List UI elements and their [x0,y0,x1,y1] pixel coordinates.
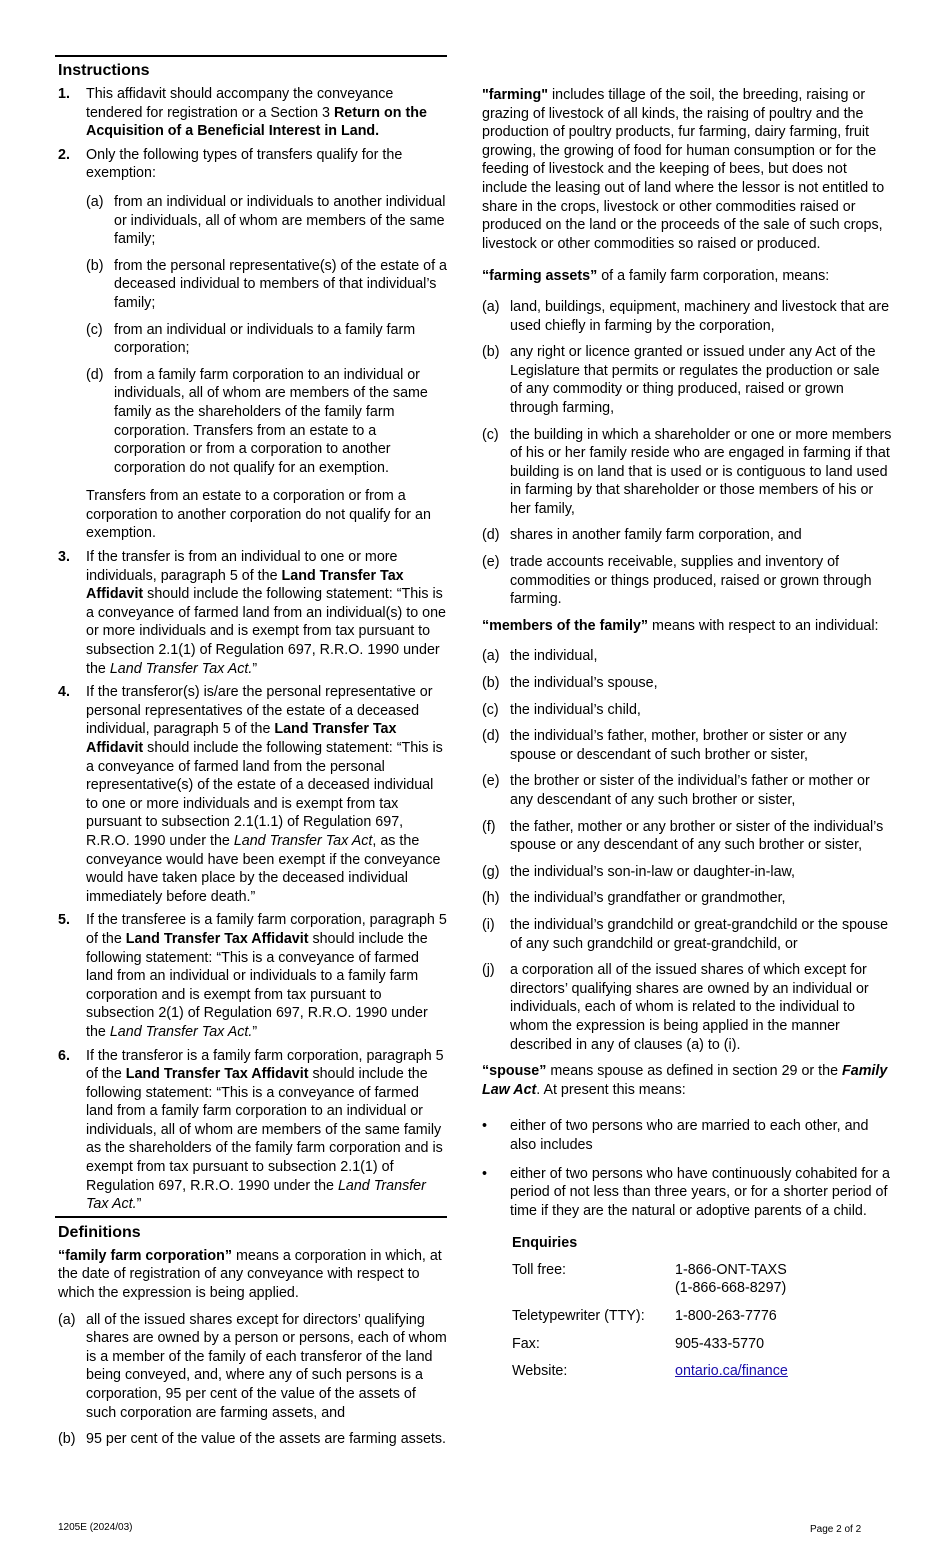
item-label: (b) [482,344,500,361]
list-item [482,863,894,882]
item-text: the individual’s child, [510,701,641,718]
instruction-item-2: 2. Only the following types of transfers qualify for the exemption: (a) from an individual or individuals to another individual or individuals, all of whom are members of the same family; (b) from the personal representative(s) of the estate of a deceased individual to members of that individual’s family; (c) from an individual or individuals to a family farm corporation; (d) from a family farm corporation to an individual or individuals, all of whom are members of the same family as the shareholders of the family farm corporation. Transfers from an estate to a corporation or from a corporation to another corporation do not qualify for an exemption. [58,146,447,476]
list-item [58,1311,447,1423]
item-label: • [482,1165,488,1182]
fax-row: Fax: 905-433-5770 [512,1335,765,1352]
instruction-note: Transfers from an estate to a corporation or from a corporation to another corporation do not qualify for an exemption. [86,488,431,542]
enquiries-section [512,1234,894,1381]
enquiries-heading: Enquiries [512,1235,578,1252]
item-text: the individual, [510,648,598,665]
item-text: the individual’s spouse, [510,675,658,692]
list-item [482,343,894,417]
item-label: • [482,1118,488,1135]
item-label: (f) [482,818,496,835]
list-item [482,1165,894,1221]
list-item [482,674,894,693]
item-label: (e) [482,554,500,571]
list-item [482,916,894,953]
list-item [482,647,894,666]
item-text: all of the issued shares except for directors’ qualifying shares are owned by a person or persons, each of whom is a member of the family of each transferor of the land being conveyed, and, where any of such persons is a corporation, 95 per cent of the value of the assets of such corporation are farming assets, and [86,1311,447,1421]
item-text: either of two persons who are married to each other, and also includes [510,1118,869,1153]
item-text: 95 per cent of the value of the assets are farming assets. [86,1431,447,1448]
list-item [482,772,894,809]
list-item [86,366,447,478]
item-label: (a) [482,648,500,665]
item-label: (b) [86,257,104,274]
item-label: (g) [482,863,500,880]
item-label: (d) [86,366,104,383]
list-item [482,701,894,720]
list-item [482,526,894,545]
list-item [86,321,447,358]
item-text: the building in which a shareholder or one or more members of his or her family reside who are engaged in farming if that building is on land that is used or is contiguous to land used in farming by that shareholder or those members of his or her family, [510,426,892,517]
instruction-item-5: 5. If the transferee is a family farm corporation, paragraph 5 of the Land Transfer Tax Affidavit should include the following statement: “This is a conveyance of farmed land from an individual or individuals to a family farm corporation and is exempt from tax pursuant to subsection 2(1) of Regulation 697, R.R.O. 1990 under the Land Transfer Tax Act.” [58,912,447,1040]
item-text: from the personal representative(s) of the estate of a deceased individual to members of that individual’s family; [114,257,447,311]
list-item [482,1117,894,1154]
list-item [86,193,447,249]
item-text: shares in another family farm corporation, and [510,527,802,544]
item-text: land, buildings, equipment, machinery and livestock that are used chiefly in farming by the corporation, [510,298,890,334]
instruction-item-1: 1. This affidavit should accompany the conveyance tendered for registration or a Section 3 Return on the Acquisition of a Beneficial Interest in Land. [58,86,427,140]
website-link[interactable]: ontario.ca/finance [675,1363,788,1380]
instruction-item-6: 6. If the transferor is a family farm corporation, paragraph 5 of the Land Transfer Tax Affidavit should include the following statement: “This is a conveyance of farmed land from a family farm corporation to an individual or individuals, all of whom are members of the same family as the shareholders of the family farm corporation and is exempt from tax pursuant to subsection 2.1(1) of Regulation 697, R.R.O. 1990 under the Land Transfer Tax Act.” [58,1047,444,1213]
item-text: the individual’s father, mother, brother or sister or any spouse or descendant of such brother or sister, [510,728,847,763]
item-text: the individual’s grandfather or grandmother, [510,890,786,907]
item-label: (c) [482,426,499,443]
right-column [482,86,894,1390]
item-label: (h) [482,890,500,907]
item-text: from an individual or individuals to another individual or individuals, all of whom are members of the same family; [114,193,446,248]
item-label: (d) [482,527,500,544]
item-label: (j) [482,962,495,979]
item-label: (b) [58,1431,76,1448]
item-text: trade accounts receivable, supplies and inventory of commodities or things produced, raised or grown through farming. [510,554,872,608]
item-label: (a) [482,298,500,315]
instructions-heading: Instructions [58,62,150,79]
website-row: Website: ontario.ca/finance [512,1362,894,1381]
toll-free-row: Toll free: 1-866-ONT-TAXS (1-866-668-8297) [512,1261,787,1297]
page-number: Page 2 of 2 [810,1524,862,1535]
item-text: the father, mother or any brother or sister of the individual’s spouse or any descendant of any such brother or sister, [510,818,884,854]
item-text: from an individual or individuals to a family farm corporation; [114,321,416,357]
list-item [482,889,894,908]
family-farm-corporation-definition: “family farm corporation” means a corporation in which, at the date of registration of any conveyance with respect to which the expression is being applied. [58,1247,442,1302]
item-label: (i) [482,916,495,933]
definitions-rule [55,1216,447,1218]
list-item [58,1430,447,1449]
tty-row: Teletypewriter (TTY): 1-800-263-7776 [512,1308,777,1325]
item-label: (c) [482,701,499,718]
members-of-family-definition: “members of the family” means with respect to an individual: [482,617,879,634]
left-column [55,55,447,1457]
definitions-heading: Definitions [58,1223,141,1241]
farming-definition: "farming" includes tillage of the soil, the breeding, raising or grazing of livestock of all kinds, the raising of poultry and the production of poultry products, fur farming, dairy farming, fruit growing, the growing of food for human consumption or for the feeding of livestock and the keeping of bees, but does not include the leasing out of land where the lessor is not entitled to share in the crops, livestock or other commodities raised or produced on the land or the proceeds of the sale of such crops, livestock or other commodities so raised or produced. [482,87,885,252]
item-label: (b) [482,675,500,692]
instructions-rule [55,55,447,57]
item-label: (d) [482,728,500,745]
item-text: the brother or sister of the individual’s father or mother or any descendant of any such brother or sister, [510,773,870,808]
item-label: (c) [86,321,103,338]
item-text: a corporation all of the issued shares of which except for directors’ qualifying shares are owned by an individual or individuals, each of whom is related to the individual to whom the expression is being applied in the manner described in any of clauses (a) to (i). [510,962,869,1053]
item-text: either of two persons who have continuously cohabited for a period of not less than three years, or for a shorter period of time if they are the natural or adoptive parents of a child. [510,1165,890,1219]
item-text: any right or licence granted or issued under any Act of the Legislature that permits or regulates the production or sale of any commodity or thing produced, raised or grown through farming, [510,344,880,416]
form-id: 1205E (2024/03) [58,1522,133,1533]
instruction-item-3: 3. If the transfer is from an individual to one or more individuals, paragraph 5 of the Land Transfer Tax Affidavit should include the following statement: “This is a conveyance of farmed land from an individual(s) to one or more individuals and is exempt from tax pursuant to subsection 2.1(1) of Regulation 697, R.R.O. 1990 under the Land Transfer Tax Act.” [58,549,447,677]
list-item [482,961,894,1054]
list-item [482,553,894,609]
list-item [482,426,894,519]
item-label: (a) [58,1311,76,1328]
farming-assets-definition: “farming assets” of a family farm corporation, means: [482,268,830,285]
item-text: the individual’s son-in-law or daughter-in-law, [510,863,796,880]
item-text: from a family farm corporation to an individual or individuals, all of whom are members of the same family as the shareholders of the family farm corporation. Transfers from an estate to a corporation or from a corporation to another corporation do not qualify for an exemption. [114,366,428,476]
spouse-definition: “spouse” means spouse as defined in section 29 or the Family Law Act. At present this means: [482,1063,888,1098]
item-text: the individual’s grandchild or great-grandchild or the spouse of any such grandchild or great-grandchild, or [510,916,889,952]
instruction-item-4: 4. If the transferor(s) is/are the personal representative or personal representatives of the estate of a deceased individual, paragraph 5 of the Land Transfer Tax Affidavit should include the following statement: “This is a conveyance of farmed land from the personal representative(s) of the estate of a deceased individual to one or more individuals and is exempt from tax pursuant to subsection 2.1(1.1) of Regulation 697, R.R.O. 1990 under the Land Transfer Tax Act, as the conveyance would have been exempt if the conveyance would have taken place by the deceased individual immediately before death.” [58,684,443,905]
list-item [482,818,894,855]
item-label: (e) [482,773,500,790]
list-item [482,727,894,764]
list-item [86,257,447,313]
item-label: (a) [86,193,104,210]
list-item [482,298,894,335]
